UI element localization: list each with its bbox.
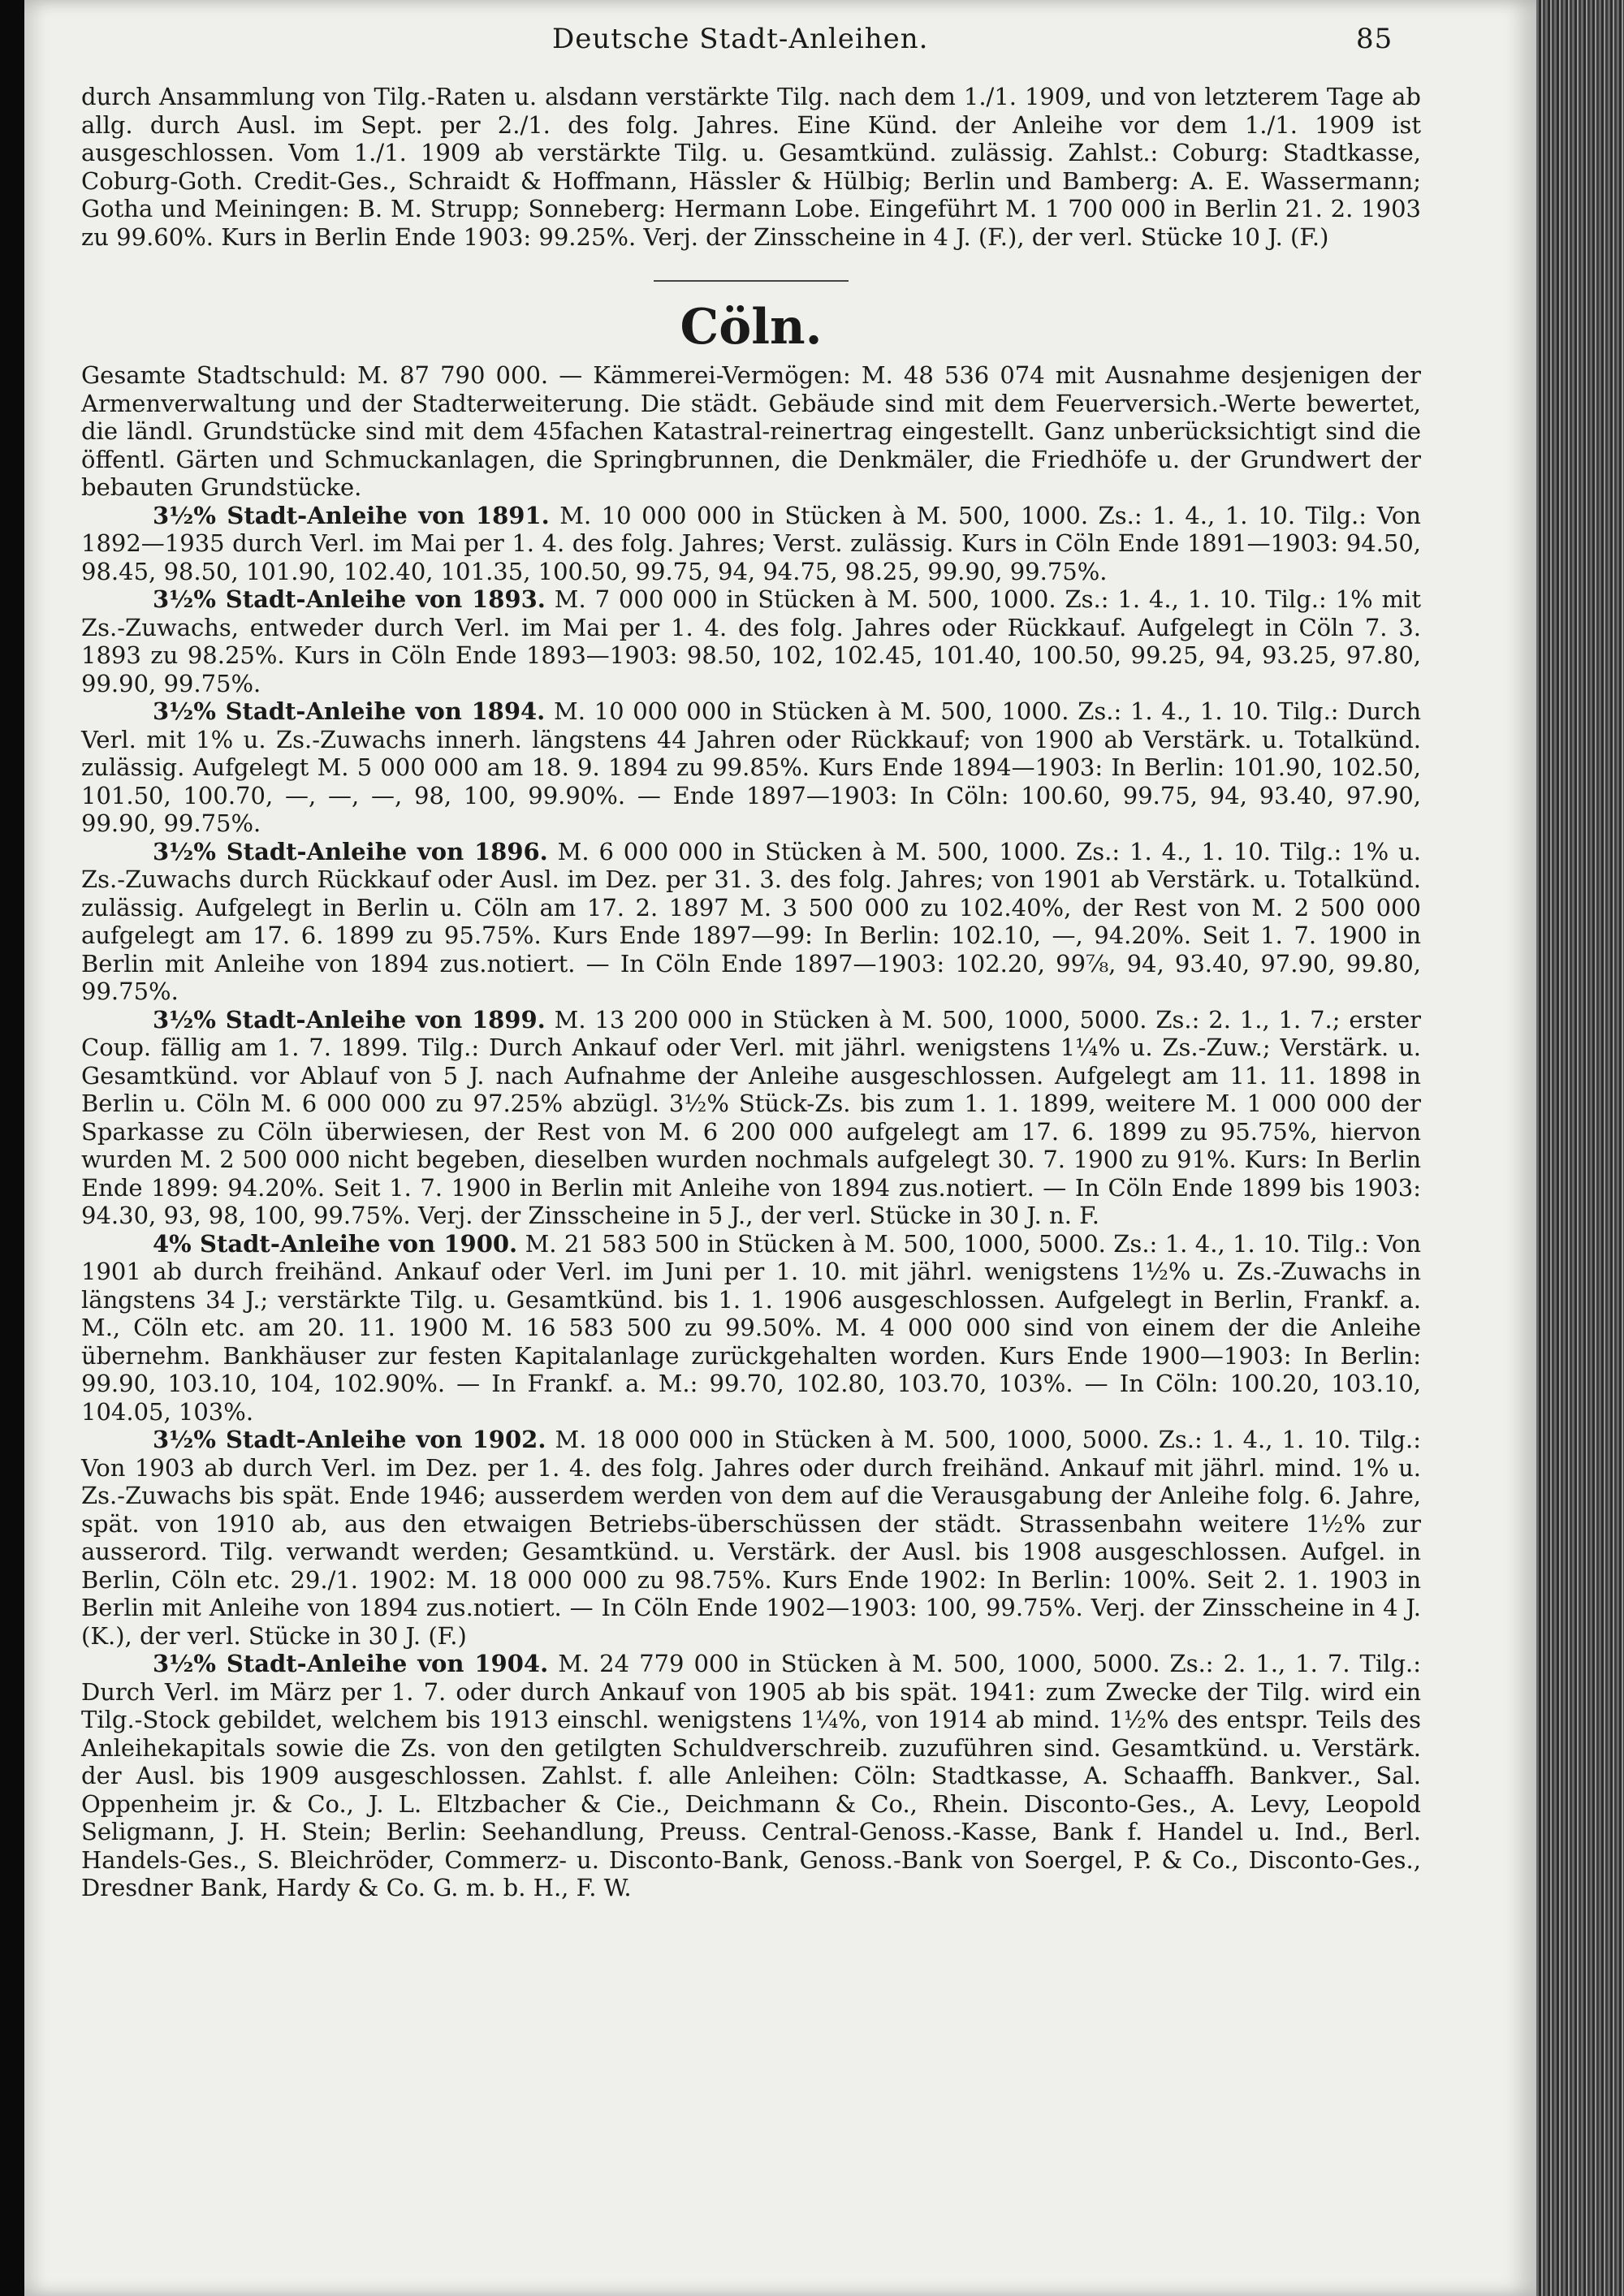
section-divider xyxy=(654,280,849,282)
loan-heading: 3½% Stadt-Anleihe von 1893. xyxy=(153,585,546,613)
loan-text: M. 13 200 000 in Stücken à M. 500, 1000, 5000. Zs.: 2. 1., 1. 7.; erster Coup. fällig am 1. 7. 1899. Tilg.: Durch Ankauf oder Verl. mit jährl. wenigstens 1¼% u. Zs.-Zuw.; Verstärk. u. Gesamtkünd. vor Ablauf von 5 J. nach Aufnahme der Anleihe ausgeschlossen. Aufgelegt am 11. 11. 1898 in Berlin u. Cöln M. 6 000 000 zu 97.25% abzügl. 3½% Stück-Zs. bis zum 1. 1. 1899, weitere M. 1 000 000 der Sparkasse zu Cöln überwiesen, der Rest von M. 6 200 000 aufgelegt am 17. 6. 1899 zu 95.75%, hiervon wurden M. 2 500 000 nicht begeben, dieselben wurden nochmals aufgelegt 30. 7. 1900 zu 91%. Kurs: In Berlin Ende 1899: 94.20%. Seit 1. 7. 1900 in Berlin mit Anleihe von 1894 zus.notiert. — In Cöln Ende 1899 bis 1903: 94.30, 93, 98, 100, 99.75%. Verj. der Zinsscheine in 5 J., der verl. Stücke in 30 J. n. F. xyxy=(81,1005,1421,1229)
loan-entry xyxy=(81,502,1421,586)
loan-heading: 3½% Stadt-Anleihe von 1899. xyxy=(153,1005,546,1034)
loan-heading: 3½% Stadt-Anleihe von 1894. xyxy=(153,697,546,725)
intro-paragraph: durch Ansammlung von Tilg.-Raten u. alsdann verstärkte Tilg. nach dem 1./1. 1909, und von letzterem Tage ab allg. durch Ausl. im Sept. per 2./1. des folg. Jahres. Eine Künd. der Anleihe vor dem 1./1. 1909 ist ausgeschlossen. Vom 1./1. 1909 ab verstärkte Tilg. u. Gesamtkünd. zulässig. Zahlst.: Coburg: Stadtkasse, Coburg-Goth. Credit-Ges., Schraidt & Hoffmann, Hässler & Hülbig; Berlin und Bamberg: A. E. Wassermann; Gotha und Meiningen: B. M. Strupp; Sonneberg: Hermann Lobe. Eingeführt M. 1 700 000 in Berlin 21. 2. 1903 zu 99.60%. Kurs in Berlin Ende 1903: 99.25%. Verj. der Zinsscheine in 4 J. (F.), der verl. Stücke 10 J. (F.) xyxy=(81,83,1421,251)
loan-text: M. 24 779 000 in Stücken à M. 500, 1000, 5000. Zs.: 2. 1., 1. 7. Tilg.: Durch Verl. im März per 1. 7. oder durch Ankauf von 1905 ab bis spät. 1941: zum Zwecke der Tilg. wird ein Tilg.-Stock gebildet, welchem bis 1913 einschl. wenigstens 1¼%, von 1914 ab mind. 1½% des entspr. Teils des Anleihekapitals sowie die Zs. von den getilgten Schuldverschreib. zuzuführen sind. Gesamtkünd. u. Verstärk. der Ausl. bis 1909 ausgeschlossen. Zahlst. f. alle Anleihen: Cöln: Stadtkasse, A. Schaaffh. Bankver., Sal. Oppenheim jr. & Co., J. L. Eltzbacher & Cie., Deichmann & Co., Rhein. Disconto-Ges., A. Levy, Leopold Seligmann, J. H. Stein; Berlin: Seehandlung, Preuss. Central-Genoss.-Kasse, Bank f. Handel u. Ind., Berl. Handels-Ges., S. Bleichröder, Commerz- u. Disconto-Bank, Genoss.-Bank von Soergel, P. & Co., Disconto-Ges., Dresdner Bank, Hardy & Co. G. m. b. H., F. W. xyxy=(81,1650,1421,1901)
loan-heading: 3½% Stadt-Anleihe von 1902. xyxy=(153,1426,546,1453)
page-number: 85 xyxy=(1356,23,1393,55)
city-heading: Cöln. xyxy=(680,299,823,356)
city-intro-paragraph: Gesamte Stadtschuld: M. 87 790 000. — Kämmerei-Vermögen: M. 48 536 074 mit Ausnahme desjenigen der Armenverwaltung und der Stadterweiterung. Die städt. Gebäude sind mit dem Feuerversich.-Werte bewertet, die ländl. Grundstücke sind mit dem 45fachen Katastral-reinertrag eingestellt. Ganz unberücksichtigt sind die öffentl. Gärten und Schmuckanlagen, die Springbrunnen, die Denkmäler, die Friedhöfe u. der Grundwert der bebauten Grundstücke. xyxy=(81,361,1421,501)
loan-entry xyxy=(81,697,1421,838)
loan-text: M. 7 000 000 in Stücken à M. 500, 1000. Zs.: 1. 4., 1. 10. Tilg.: 1% mit Zs.-Zuwachs, entweder durch Verl. im Mai per 1. 4. des folg. Jahres oder Rückkauf. Aufgelegt in Cöln 7. 3. 1893 zu 98.25%. Kurs in Cöln Ende 1893—1903: 98.50, 102, 102.45, 101.40, 100.50, 99.25, 94, 93.25, 97.80, 99.90, 99.75%. xyxy=(81,585,1421,697)
loan-text: M. 10 000 000 in Stücken à M. 500, 1000. Zs.: 1. 4., 1. 10. Tilg.: Durch Verl. mit 1% u. Zs.-Zuwachs innerh. längstens 44 Jahren oder Rückkauf; von 1900 ab Verstärk. u. Totalkünd. zulässig. Aufgelegt M. 5 000 000 am 18. 9. 1894 zu 99.85%. Kurs Ende 1894—1903: In Berlin: 101.90, 102.50, 101.50, 100.70, —, —, —, 98, 100, 99.90%. — Ende 1897—1903: In Cöln: 100.60, 99.75, 94, 93.40, 97.90, 99.90, 99.75%. xyxy=(81,697,1421,837)
loan-entry xyxy=(81,1230,1421,1426)
loan-entry xyxy=(81,1006,1421,1230)
loan-heading: 3½% Stadt-Anleihe von 1891. xyxy=(153,501,550,529)
book-spine xyxy=(1536,0,1624,2296)
page-body xyxy=(81,83,1421,1902)
loan-text: M. 18 000 000 in Stücken à M. 500, 1000, 5000. Zs.: 1. 4., 1. 10. Tilg.: Von 1903 ab durch Verl. im Dez. per 1. 4. des folg. Jahres oder durch freihänd. Ankauf mit jährl. mind. 1% u. Zs.-Zuwachs bis spät. Ende 1946; ausserdem werden von dem auf die Verausgabung der Anleihe folg. 6. Jahre, spät. von 1910 ab, aus den etwaigen Betriebs-überschüssen der städt. Strassenbahn weitere 1½% zur ausserord. Tilg. verwandt werden; Gesamtkünd. u. Verstärk. der Ausl. bis 1908 ausgeschlossen. Aufgel. in Berlin, Cöln etc. 29./1. 1902: M. 18 000 000 zu 98.75%. Kurs Ende 1902: In Berlin: 100%. Seit 2. 1. 1903 in Berlin mit Anleihe von 1894 zus.notiert. — In Cöln Ende 1902—1903: 100, 99.75%. Verj. der Zinsscheine in 4 J. (K.), der verl. Stücke in 30 J. (F.) xyxy=(81,1426,1421,1650)
loan-text: M. 21 583 500 in Stücken à M. 500, 1000, 5000. Zs.: 1. 4., 1. 10. Tilg.: Von 1901 ab durch freihänd. Ankauf oder Verl. im Juni per 1. 10. mit jährl. wenigstens 1½% u. Zs.-Zuwachs in längstens 34 J.; verstärkte Tilg. u. Gesamtkünd. bis 1. 1. 1906 ausgeschlossen. Aufgelegt in Berlin, Frankf. a. M., Cöln etc. am 20. 11. 1900 M. 16 583 500 zu 99.50%. M. 4 000 000 sind von einem der die Anleihe übernehm. Bankhäuser zur festen Kapitalanlage zurückgehalten worden. Kurs Ende 1900—1903: In Berlin: 99.90, 103.10, 104, 102.90%. — In Frankf. a. M.: 99.70, 102.80, 103.70, 103%. — In Cöln: 100.20, 103.10, 104.05, 103%. xyxy=(81,1229,1422,1426)
loan-entry xyxy=(81,1426,1421,1650)
loan-text: M. 10 000 000 in Stücken à M. 500, 1000. Zs.: 1. 4., 1. 10. Tilg.: Von 1892—1935 durch Verl. im Mai per 1. 4. des folg. Jahres; Verst. zulässig. Kurs in Cöln Ende 1891—1903: 94.50, 98.45, 98.50, 101.90, 102.40, 101.35, 100.50, 99.75, 94, 94.75, 98.25, 99.90, 99.75%. xyxy=(81,501,1421,585)
loan-text: M. 6 000 000 in Stücken à M. 500, 1000. Zs.: 1. 4., 1. 10. Tilg.: 1% u. Zs.-Zuwachs durch Rückkauf oder Ausl. im Dez. per 31. 3. des folg. Jahres; von 1901 ab Verstärk. u. Totalkünd. zulässig. Aufgelegt in Berlin u. Cöln am 17. 2. 1897 M. 3 500 000 zu 102.40%, der Rest von M. 2 500 000 aufgelegt am 17. 6. 1899 zu 95.75%. Kurs Ende 1897—99: In Berlin: 102.10, —, 94.20%. Seit 1. 7. 1900 in Berlin mit Anleihe von 1894 zus.notiert. — In Cöln Ende 1897—1903: 102.20, 99⅞, 94, 93.40, 97.90, 99.80, 99.75%. xyxy=(81,837,1421,1005)
loan-heading: 3½% Stadt-Anleihe von 1904. xyxy=(153,1650,549,1677)
loan-heading: 3½% Stadt-Anleihe von 1896. xyxy=(153,837,548,865)
running-title: Deutsche Stadt-Anleihen. xyxy=(552,23,929,55)
left-page-edge xyxy=(0,0,24,2296)
loan-entry xyxy=(81,585,1421,697)
loan-entry xyxy=(81,838,1421,1006)
loan-entry xyxy=(81,1650,1421,1902)
loan-heading: 4% Stadt-Anleihe von 1900. xyxy=(153,1229,518,1258)
page xyxy=(24,0,1536,2296)
